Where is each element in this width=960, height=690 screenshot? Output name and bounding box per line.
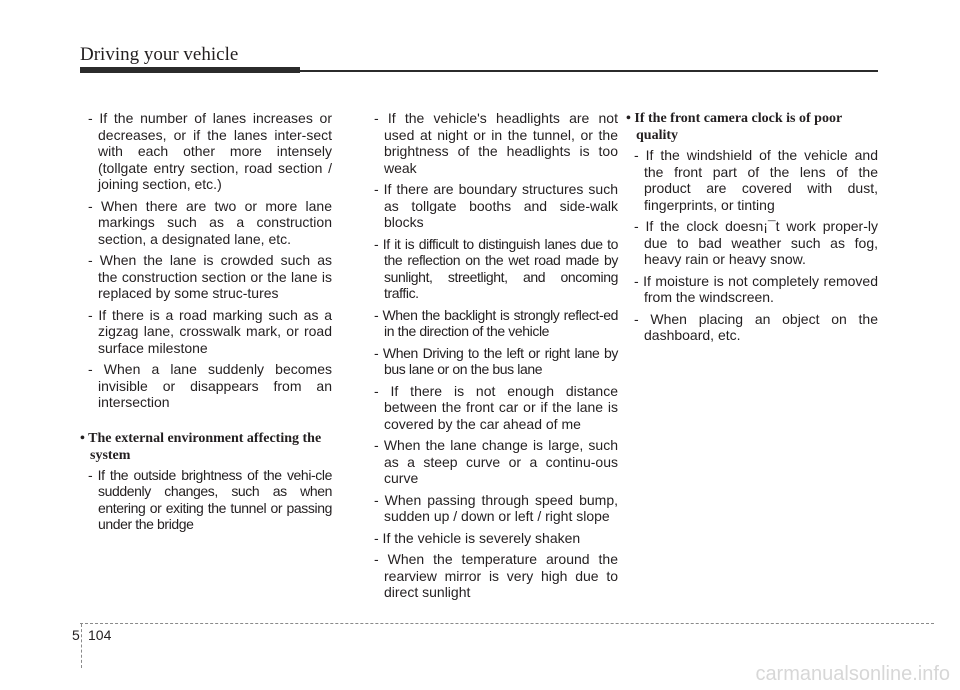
list-item: - If there is a road marking such as a zigzag lane, crosswalk mark, or road surface milestone: [88, 306, 332, 356]
footer-divider: [81, 624, 82, 668]
page-header-title: Driving your vehicle: [80, 44, 239, 65]
list-item: - When placing an object on the dashboard, etc.: [634, 310, 878, 343]
chapter-number: 5: [72, 627, 80, 643]
list-item: - When a lane suddenly becomes invisible or disappears from an intersection: [88, 361, 332, 410]
spacer: [80, 416, 332, 430]
footer-rule: [80, 623, 934, 624]
list-item: - If there are boundary structures such as tollgate booths and side-walk blocks: [374, 181, 618, 230]
list-item: - If moisture is not completely removed from the windscreen.: [634, 272, 878, 305]
list-item: - When Driving to the left or right lane by bus lane or on the bus lane: [374, 344, 618, 377]
section-heading: • If the front camera clock is of poor quality: [626, 111, 842, 143]
page-number: 104: [88, 627, 112, 643]
section-heading: • The external environment affecting the system: [80, 430, 322, 463]
list-item: - If the clock doesn¡¯t work proper-ly due to bad weather such as fog, heavy rain or heavy snow.: [634, 218, 878, 267]
list-item: - If it is difficult to distinguish lanes due to the reflection on the wet road made by sunlight, streetlight, and oncoming traffic.: [374, 235, 618, 301]
watermark: carmanualsonline.info: [755, 663, 950, 685]
list-item: - If there is not enough distance between the front car or if the lane is covered by the car ahead of me: [374, 382, 618, 432]
list-item: - When the temperature around the rearview mirror is very high due to direct sunlight: [374, 551, 618, 600]
header-rule: [300, 70, 878, 72]
list-item: - If the windshield of the vehicle and the front part of the lens of the product are covered with dust, fingerprints, or tinting: [634, 147, 878, 213]
list-item: - When passing through speed bump, sudden up / down or left / right slope: [374, 491, 618, 524]
list-item: - If the vehicle is severely shaken: [374, 529, 581, 546]
header-accent-bar: [80, 67, 300, 73]
column-1: [80, 110, 332, 538]
column-2: [366, 110, 618, 606]
column-3: [626, 110, 878, 349]
list-item: - When the lane is crowded such as the construction section or the lane is replaced by some struc-tures: [88, 252, 332, 301]
list-item: - When the backlight is strongly reflect-ed in the direction of the vehicle: [374, 306, 618, 339]
list-item: - If the number of lanes increases or decreases, or if the lanes inter-sect with each other more intensely (tollgate entry section, road section / joining section, etc.): [88, 110, 332, 192]
list-item: - When the lane change is large, such as a steep curve or a continu-ous curve: [374, 437, 618, 486]
list-item: - If the outside brightness of the vehi-cle suddenly changes, such as when entering or exiting the tunnel or passing under the bridge: [88, 466, 332, 532]
list-item: - When there are two or more lane markings such as a construction section, a designated lane, etc.: [88, 197, 332, 247]
list-item: - If the vehicle's headlights are not used at night or in the tunnel, or the brightness of the headlights is too weak: [374, 110, 618, 176]
